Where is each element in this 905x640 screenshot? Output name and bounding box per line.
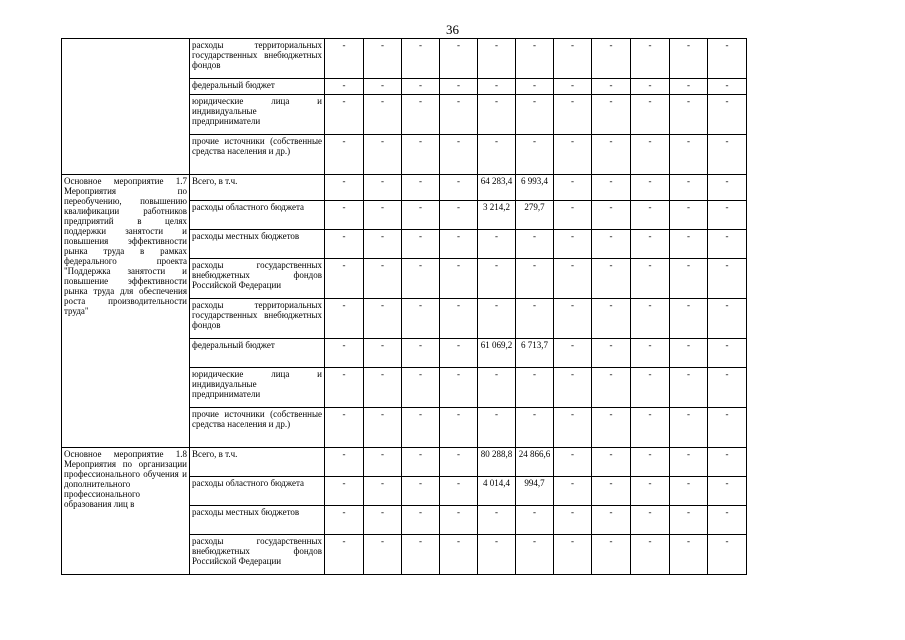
value-cell: - [554, 448, 592, 477]
value-cell: - [364, 259, 402, 299]
value-cell: - [631, 135, 670, 175]
value-cell: - [364, 299, 402, 339]
value-cell: - [708, 135, 747, 175]
funding-source-cell: юридические лица и индивидуальные предприниматели [190, 95, 325, 135]
value-cell: - [708, 95, 747, 135]
value-cell: - [670, 259, 708, 299]
value-cell: - [364, 448, 402, 477]
funding-source-cell: расходы территориальных государственных внебюджетных фондов [190, 299, 325, 339]
value-cell: - [670, 368, 708, 408]
value-cell: - [402, 39, 440, 79]
value-cell: - [708, 368, 747, 408]
value-cell: - [325, 230, 364, 259]
value-cell: - [592, 477, 631, 506]
value-cell: - [325, 448, 364, 477]
page-number: 36 [446, 22, 459, 37]
funding-source-cell: расходы территориальных государственных внебюджетных фондов [190, 39, 325, 79]
value-cell: - [440, 95, 478, 135]
value-cell: - [325, 368, 364, 408]
value-cell: - [631, 339, 670, 368]
value-cell: 24 866,6 [516, 448, 554, 477]
value-cell: - [440, 339, 478, 368]
value-cell: - [516, 299, 554, 339]
value-cell: - [478, 506, 516, 535]
value-cell: - [592, 201, 631, 230]
value-cell: - [670, 535, 708, 575]
value-cell: - [516, 230, 554, 259]
value-cell: - [708, 79, 747, 95]
value-cell: - [670, 408, 708, 448]
value-cell: - [516, 39, 554, 79]
value-cell: - [670, 339, 708, 368]
value-cell: - [592, 299, 631, 339]
value-cell: - [554, 95, 592, 135]
value-cell: - [516, 259, 554, 299]
value-cell: 80 288,8 [478, 448, 516, 477]
value-cell: - [364, 175, 402, 201]
value-cell: 994,7 [516, 477, 554, 506]
value-cell: - [631, 259, 670, 299]
value-cell: - [516, 79, 554, 95]
value-cell: - [592, 95, 631, 135]
value-cell: - [554, 477, 592, 506]
value-cell: - [325, 339, 364, 368]
value-cell: - [364, 230, 402, 259]
value-cell: - [325, 477, 364, 506]
value-cell: - [402, 259, 440, 299]
value-cell: 3 214,2 [478, 201, 516, 230]
funding-source-cell: прочие источники (собственные средства населения и др.) [190, 135, 325, 175]
value-cell: - [478, 408, 516, 448]
value-cell: - [592, 448, 631, 477]
value-cell: - [708, 506, 747, 535]
value-cell: - [554, 299, 592, 339]
value-cell: - [592, 79, 631, 95]
value-cell: - [325, 506, 364, 535]
value-cell: - [631, 535, 670, 575]
value-cell: - [554, 79, 592, 95]
funding-source-cell: федеральный бюджет [190, 79, 325, 95]
value-cell: - [440, 79, 478, 95]
value-cell: - [631, 506, 670, 535]
value-cell: - [325, 39, 364, 79]
value-cell: - [364, 135, 402, 175]
value-cell: - [440, 201, 478, 230]
value-cell: - [592, 535, 631, 575]
value-cell: - [708, 477, 747, 506]
value-cell: - [402, 299, 440, 339]
value-cell: - [325, 201, 364, 230]
value-cell: - [631, 175, 670, 201]
value-cell: - [440, 135, 478, 175]
value-cell: - [708, 408, 747, 448]
value-cell: - [440, 368, 478, 408]
value-cell: - [440, 259, 478, 299]
value-cell: - [592, 175, 631, 201]
value-cell: - [631, 95, 670, 135]
value-cell: - [631, 477, 670, 506]
value-cell: - [325, 299, 364, 339]
value-cell: - [592, 506, 631, 535]
funding-table [61, 38, 747, 575]
value-cell: - [554, 339, 592, 368]
value-cell: - [402, 448, 440, 477]
value-cell: - [670, 201, 708, 230]
value-cell: - [478, 230, 516, 259]
value-cell: - [554, 201, 592, 230]
value-cell: - [325, 79, 364, 95]
value-cell: - [631, 201, 670, 230]
value-cell: - [516, 368, 554, 408]
value-cell: - [516, 408, 554, 448]
value-cell: - [364, 535, 402, 575]
value-cell: - [364, 477, 402, 506]
value-cell: - [670, 477, 708, 506]
value-cell: - [478, 259, 516, 299]
value-cell: - [402, 175, 440, 201]
value-cell: - [554, 230, 592, 259]
activity-cell: Основное мероприятие 1.7 Мероприятия по переобучению, повышению квалификации работников предприятий в целях поддержки занятости и повышения эффективности рынка труда в рамках федерального проекта "Поддержка занятости и повышение эффективности рынка труда для обеспечения роста производительности труда" [62, 175, 190, 448]
value-cell: - [402, 135, 440, 175]
value-cell: 6 713,7 [516, 339, 554, 368]
table-row [62, 448, 747, 477]
value-cell: - [708, 448, 747, 477]
value-cell: - [708, 175, 747, 201]
value-cell: - [440, 535, 478, 575]
value-cell: - [402, 368, 440, 408]
value-cell: - [631, 448, 670, 477]
value-cell: - [631, 39, 670, 79]
funding-source-cell: расходы областного бюджета [190, 201, 325, 230]
value-cell: - [592, 408, 631, 448]
funding-source-cell: прочие источники (собственные средства населения и др.) [190, 408, 325, 448]
table-row [62, 39, 747, 79]
funding-source-cell: федеральный бюджет [190, 339, 325, 368]
value-cell: - [325, 95, 364, 135]
value-cell: - [325, 408, 364, 448]
value-cell: - [708, 299, 747, 339]
value-cell: - [402, 477, 440, 506]
value-cell: - [631, 299, 670, 339]
value-cell: - [708, 535, 747, 575]
value-cell: - [554, 535, 592, 575]
value-cell: - [364, 79, 402, 95]
value-cell: - [554, 259, 592, 299]
value-cell: - [592, 368, 631, 408]
value-cell: - [592, 230, 631, 259]
value-cell: - [670, 506, 708, 535]
value-cell: - [440, 408, 478, 448]
value-cell: - [670, 299, 708, 339]
activity-cell: Основное мероприятие 1.8 Мероприятия по организации профессионального обучения и дополнительного профессионального образования лиц в [62, 448, 190, 575]
value-cell: - [708, 39, 747, 79]
value-cell: - [554, 408, 592, 448]
value-cell: - [364, 95, 402, 135]
value-cell: - [670, 448, 708, 477]
value-cell: - [670, 79, 708, 95]
funding-source-cell: расходы областного бюджета [190, 477, 325, 506]
value-cell: 4 014,4 [478, 477, 516, 506]
value-cell: - [592, 39, 631, 79]
value-cell: - [631, 368, 670, 408]
value-cell: - [402, 79, 440, 95]
value-cell: - [325, 175, 364, 201]
value-cell: - [554, 175, 592, 201]
value-cell: 279,7 [516, 201, 554, 230]
activity-cell [62, 39, 190, 175]
value-cell: - [554, 135, 592, 175]
value-cell: - [402, 339, 440, 368]
table-body [62, 39, 747, 575]
value-cell: 64 283,4 [478, 175, 516, 201]
value-cell: - [364, 506, 402, 535]
value-cell: - [325, 135, 364, 175]
value-cell: - [364, 368, 402, 408]
value-cell: - [478, 95, 516, 135]
value-cell: - [631, 230, 670, 259]
value-cell: - [478, 135, 516, 175]
value-cell: - [554, 368, 592, 408]
value-cell: - [364, 408, 402, 448]
value-cell: - [440, 175, 478, 201]
value-cell: - [554, 39, 592, 79]
funding-source-cell: Всего, в т.ч. [190, 448, 325, 477]
funding-source-cell: расходы местных бюджетов [190, 506, 325, 535]
value-cell: - [402, 408, 440, 448]
value-cell: - [364, 201, 402, 230]
funding-source-cell: расходы местных бюджетов [190, 230, 325, 259]
funding-source-cell: расходы государственных внебюджетных фондов Российской Федерации [190, 535, 325, 575]
value-cell: - [440, 230, 478, 259]
value-cell: - [516, 135, 554, 175]
value-cell: - [440, 39, 478, 79]
value-cell: - [364, 39, 402, 79]
value-cell: - [631, 79, 670, 95]
funding-source-cell: расходы государственных внебюджетных фондов Российской Федерации [190, 259, 325, 299]
value-cell: - [402, 535, 440, 575]
value-cell: - [554, 506, 592, 535]
value-cell: 6 993,4 [516, 175, 554, 201]
value-cell: - [478, 535, 516, 575]
value-cell: - [478, 39, 516, 79]
value-cell: - [592, 135, 631, 175]
value-cell: - [325, 259, 364, 299]
value-cell: - [325, 535, 364, 575]
value-cell: - [708, 201, 747, 230]
value-cell: - [670, 175, 708, 201]
value-cell: - [592, 259, 631, 299]
value-cell: - [402, 506, 440, 535]
value-cell: - [670, 39, 708, 79]
value-cell: - [478, 79, 516, 95]
value-cell: - [440, 506, 478, 535]
value-cell: - [708, 230, 747, 259]
value-cell: - [402, 201, 440, 230]
value-cell: - [440, 477, 478, 506]
value-cell: - [670, 95, 708, 135]
value-cell: - [440, 448, 478, 477]
value-cell: - [516, 506, 554, 535]
value-cell: - [402, 230, 440, 259]
table-row [62, 175, 747, 201]
value-cell: - [592, 339, 631, 368]
value-cell: - [708, 339, 747, 368]
value-cell: - [478, 299, 516, 339]
value-cell: - [440, 299, 478, 339]
value-cell: - [516, 535, 554, 575]
value-cell: - [478, 368, 516, 408]
value-cell: - [364, 339, 402, 368]
value-cell: - [516, 95, 554, 135]
value-cell: - [402, 95, 440, 135]
value-cell: - [670, 230, 708, 259]
value-cell: - [631, 408, 670, 448]
value-cell: 61 069,2 [478, 339, 516, 368]
value-cell: - [708, 259, 747, 299]
funding-source-cell: Всего, в т.ч. [190, 175, 325, 201]
value-cell: - [670, 135, 708, 175]
funding-source-cell: юридические лица и индивидуальные предприниматели [190, 368, 325, 408]
